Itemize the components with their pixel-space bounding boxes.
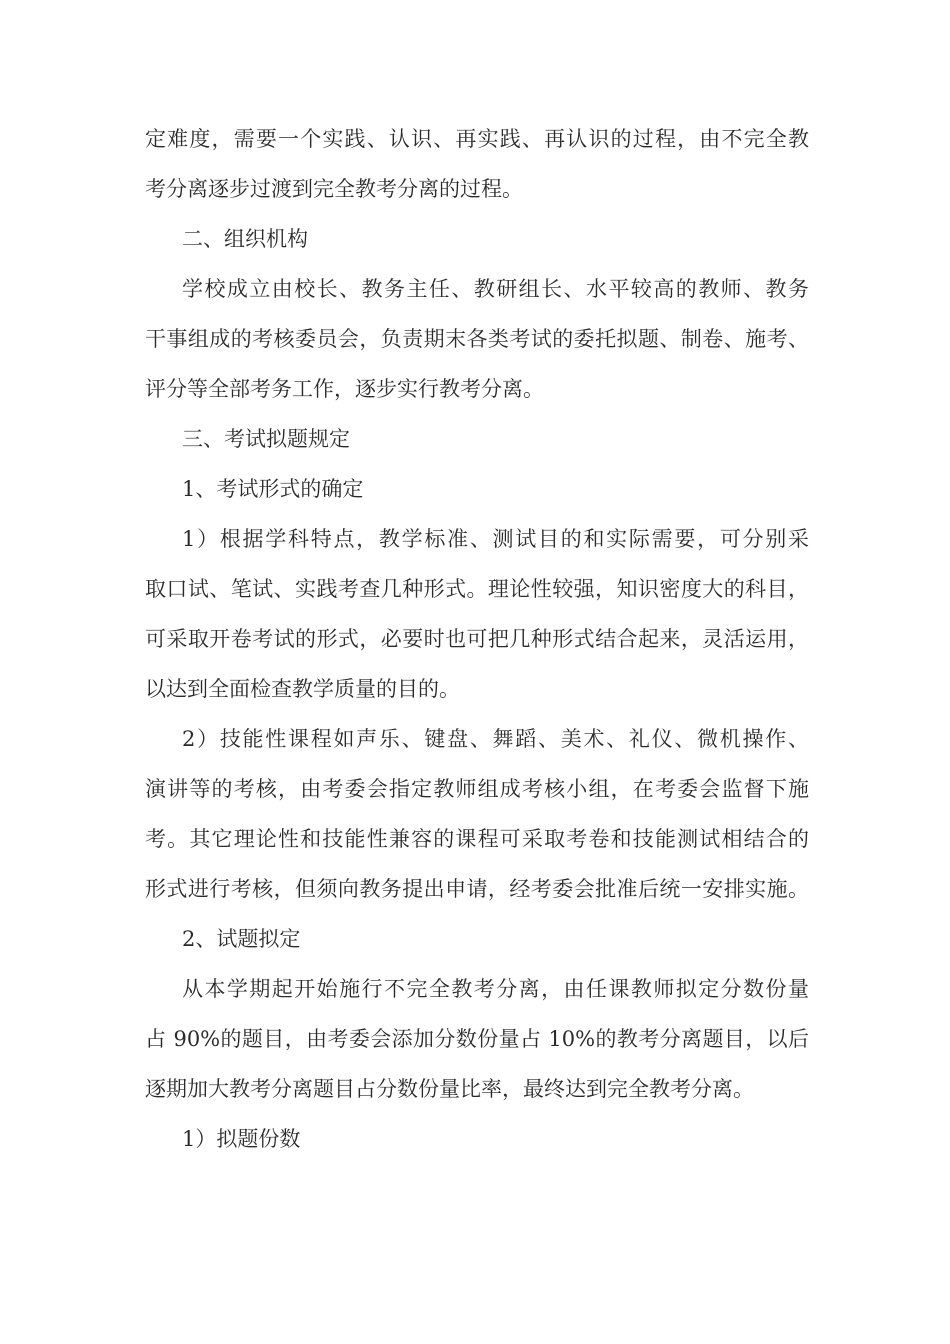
document-body	[145, 114, 809, 1164]
text-line: 可采取开卷考试的形式，必要时也可把几种形式结合起来，灵活运用，	[145, 627, 809, 651]
subsection-heading: 2、试题拟定	[182, 927, 301, 951]
text-line: 逐期加大教考分离题目占分数份量比率，最终达到完全教考分离。	[145, 1077, 754, 1101]
text-line: 学校成立由校长、教务主任、教研组长、水平较高的教师、教务	[182, 277, 809, 301]
text-line: 评分等全部考务工作，逐步实行教考分离。	[145, 377, 544, 401]
text-line: 取口试、笔试、实践考查几种形式。理论性较强，知识密度大的科目，	[145, 577, 809, 601]
section-heading: 三、考试拟题规定	[182, 427, 350, 451]
subsection-heading: 1、考试形式的确定	[182, 477, 364, 501]
text-line: 考。其它理论性和技能性兼容的课程可采取考卷和技能测试相结合的	[145, 827, 809, 851]
text-line: 1）根据学科特点，教学标准、测试目的和实际需要，可分别采	[182, 527, 809, 551]
subsection-heading: 1）拟题份数	[182, 1127, 301, 1151]
text-line: 2）技能性课程如声乐、键盘、舞蹈、美术、礼仪、微机操作、	[182, 727, 809, 751]
text-line: 形式进行考核，但须向教务提出申请，经考委会批准后统一安排实施。	[145, 877, 809, 901]
text-line: 演讲等的考核，由考委会指定教师组成考核小组，在考委会监督下施	[145, 777, 809, 801]
section-heading: 二、组织机构	[182, 227, 308, 251]
text-line: 占 90%的题目，由考委会添加分数份量占 10%的教考分离题目，以后	[145, 1027, 809, 1051]
text-line: 干事组成的考核委员会，负责期末各类考试的委托拟题、制卷、施考、	[145, 327, 809, 351]
text-line: 以达到全面检查教学质量的目的。	[145, 677, 460, 701]
text-line: 定难度，需要一个实践、认识、再实践、再认识的过程，由不完全教	[145, 127, 809, 151]
text-line: 考分离逐步过渡到完全教考分离的过程。	[145, 177, 523, 201]
text-line: 从本学期起开始施行不完全教考分离，由任课教师拟定分数份量	[182, 977, 809, 1001]
